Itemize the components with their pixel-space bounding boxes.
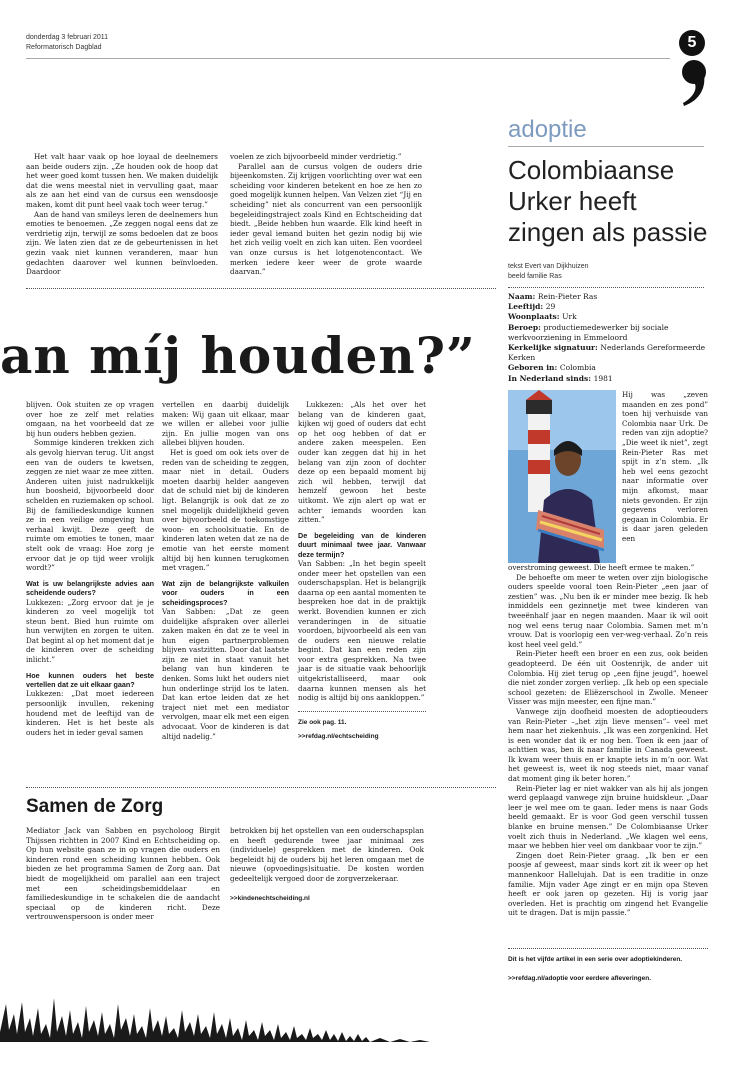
article-text-beside-photo xyxy=(622,390,708,544)
portrait-photo xyxy=(508,390,616,563)
interview-column-2 xyxy=(162,400,289,741)
fact-value: Rein-Pieter Ras xyxy=(537,292,598,301)
fact-row: In Nederland sinds: 1981 xyxy=(508,373,613,383)
fact-label: Geboren in xyxy=(508,363,555,373)
see-also-reference: Zie ook pag. 11. xyxy=(298,718,347,726)
publication-name: Reformatorisch Dagblad xyxy=(26,44,102,51)
fact-label: Leeftijd xyxy=(508,302,541,312)
headline-quote: an míj houden?” xyxy=(0,326,476,385)
byline-text: tekst Evert van Dijkhuizen xyxy=(508,263,589,270)
interview-answer: Van Sabben: „Dat ze geen duidelijke afspraken over allerlei zaken maken én dat ze te veel in hun eigen partnerproblemen blijven vastzitten. Door dat laatste zijn ze niet in staat vanuit het belang van hun kinderen te denken. Soms lukt het ouders niet hun onderlinge strijd los te laten. Dat kan ertoe leiden dat ze het traject niet met een mediator vervolgen, maar elk met een eigen advocaat. Voor de kinderen is dat altijd nadelig.” xyxy=(162,606,289,741)
interview-question: Hoe kunnen ouders het beste vertellen dat ze uit elkaar gaan? xyxy=(26,670,154,690)
section-rule xyxy=(508,146,704,147)
grass-decoration xyxy=(0,994,476,1042)
paragraph: De behoefte om meer te weten over zijn biologische ouders speelde vooral toen Rein-Pieter „een jaar of zestien” was. „Nu ben ik er minder mee bezig. Ik heb inmiddels een gezinnetje met twee kinderen van tweeënhalf jaar en negen maanden. Maar ik wil ooit nog wel eens terug naar Colombia. Samen met m’n vrouw. Dat is voorlopig een ver-weg-verhaal. Zo’n reis kost heel veel geld.” xyxy=(508,572,708,649)
paragraph: Vanwege zijn doofheid moesten de adoptieouders van Rein-Pieter –„het zijn lieve mensen”– veel met hem naar het ziekenhuis. „Ik was een zorgenkind. Het is een wonder dat ik er nog ben. Toen ik een jaar of achttien was, ben ik naar familie in Canada geweest. Ik kwam weer thuis en er knapte iets in m’n oor. Wat het geweest is, weet ik nog steeds niet, maar vanaf dat moment ging ik beter horen.” xyxy=(508,706,708,784)
article-headline: Colombiaanse Urker heeft zingen als passie xyxy=(508,155,708,247)
paragraph: Mediator Jack van Sabben en psycholoog Birgit Thijssen richtten in 2007 Kind en Echtscheiding op. Op hun website gaan ze in op vragen die ouders en kinderen rond een scheiding kunnen hebben. Ook bieden ze het programma Samen de Zorg aan. Dat biedt de mogelijkheid om parallel aan een traject met een scheidingsbemiddelaar en familiedeskundige in te schakelen die de aandacht speciaal op de kinderen richt. Deze vertrouwenspersoon is onder meer xyxy=(26,826,220,922)
fact-label: Beroep xyxy=(508,322,539,332)
comma-logo-icon xyxy=(676,58,712,108)
interview-question: Wat zijn de belangrijkste valkuilen voor ouders in een scheidingsproces? xyxy=(162,578,289,607)
page-number: 5 xyxy=(679,30,705,56)
fact-row: Beroep: productiemedewerker bij sociale werkvoorziening in Emmeloord xyxy=(508,322,669,342)
paragraph: Hij was „zeven maanden en zes pond” toen hij verhuisde van Colombia naar Urk. De reden van zijn adoptie? „Die weet ik niet”, zegt Rein-Pieter Ras met spijt in z’n stem. „Ik heb wel eens gezocht naar informatie over mijn afkomst, maar niets gevonden. Er zijn gegevens verloren gegaan in Colombia. Er is daar jaren geleden een xyxy=(622,390,708,543)
fact-row: Leeftijd: 29 xyxy=(508,302,556,312)
paragraph: voelen ze zich bijvoorbeeld minder verdrietig.” xyxy=(230,152,402,161)
fact-label: In Nederland sinds xyxy=(508,373,589,383)
interview-column-1 xyxy=(26,400,154,737)
echtscheiding-link[interactable]: >>refdag.nl/echtscheiding xyxy=(298,732,379,740)
fact-label: Woonplaats xyxy=(508,312,557,322)
box-title: Samen de Zorg xyxy=(26,796,164,817)
header-rule xyxy=(26,58,670,59)
adoptie-link[interactable]: >>refdag.nl/adoptie voor eerdere afleveringen. xyxy=(508,975,652,982)
fact-row: Geboren in: Colombia xyxy=(508,363,596,373)
interview-answer: Lukkezen: „Dat moet iedereen persoonlijk invullen, rekening houdend met de leeftijd van de kinderen. Het is het beste als ouders het in ieder geval samen xyxy=(26,689,154,737)
interview-answer: Van Sabben: „In het begin speelt onder meer het opstellen van een ouderschapsplan. Het is belangrijk daarna op een aantal momenten te bespreken hoe dat in de praktijk werkt. Bovendien kunnen er zich veranderingen in de situatie voordoen, bijvoorbeeld als een van de ouders een nieuwe relatie begint. Dat kan een reden zijn voor extra gesprekken. Na twee jaar is de situatie vaak behoorlijk uitgekristalliseerd, maar ook daarna kunnen mensen als het nodig is altijd bij ons aankloppen.” xyxy=(298,558,426,703)
kindenechtscheiding-link[interactable]: >>kindenechtscheiding.nl xyxy=(230,894,310,902)
top-article-column-1 xyxy=(26,152,218,277)
series-divider xyxy=(508,948,708,949)
paragraph: Rein-Pieter heeft een broer en een zus, ook beiden geadopteerd. De één uit Oostenrijk, de ander uit Colombia. Hij ziet terug op „een fijne jeugd”, hoewel die niet zonder zorgen verliep. „Ik heb op een speciale school gezeten: de Eliëzerschool in Zwolle. Meneer Visser was mijn meester, een fijne man.” xyxy=(508,649,708,707)
fact-label: Naam xyxy=(508,292,533,301)
fact-value: productiemedewerker bij sociale werkvoorziening in Emmeloord xyxy=(508,322,669,342)
paragraph: Het is goed om ook iets over de reden van de scheiding te zeggen, maar niet in detail. Ouders moeten daarbij helder aangeven dat de schuld niet bij de kinderen ligt. Belangrijk is ook dat ze zo snel mogelijk duidelijkheid geven over bijvoorbeeld de toekomstige woon- en schoolsituatie. En de kinderen laten weten dat ze na de emotie van het eerste moment altijd bij hen kunnen terugkomen met vragen.” xyxy=(162,447,289,573)
fact-value: Urk xyxy=(562,312,577,322)
paragraph: Aan de hand van smileys leren de deelnemers hun emoties te benoemen. „Ze zeggen nogal eens dat ze verdrietig zijn, terwijl ze soms bedoelen dat ze boos zijn. We laten zien dat ze de gebeurtenissen in het gezin vaak niet kunnen veranderen, maar hun gedachten daarover wel kunnen beïnvloeden. Daardoor xyxy=(26,209,218,277)
paragraph: Zingen doet Rein-Pieter graag. „Ik ben er een poosje af geweest, maar sinds kort zit ik weer op het mannenkoor Hallelujah. Dat is een traditie in onze familie. Mijn vader Age zingt er en mijn opa Steven heeft er ook jaren op gezeten. Hij is vorig jaar overleden. Het is prachtig om zingend het Evangelie uit te dragen. Dat is mijn passie.” xyxy=(508,850,708,918)
fact-value: 1981 xyxy=(593,373,613,383)
paragraph: Lukkezen: „Als het over het belang van de kinderen gaat, kijken wij goed of ouders dat echt op het oog hebben of dat er andere zaken meespelen. Een ouder kan zeggen dat hij in het belang van zijn zoon of dochter deze op een bepaald moment bij zich wil hebben, terwijl dat hemzelf gewoon het beste uitkomt. We zijn alert op wat er achter iemands woorden kan zitten.” xyxy=(298,400,426,525)
paragraph: Het valt haar vaak op hoe loyaal de deelnemers aan beide ouders zijn. „Ze houden ook de hoop dat het weer goed komt tussen hen. We maken duidelijk dat die wens meestal niet in vervulling gaat, maar als ze aan het eind van de cursus een wensdoosje maken, komt dit punt heel vaak toch weer terug.” xyxy=(26,152,218,209)
issue-date: donderdag 3 februari 2011 xyxy=(26,34,108,41)
column-divider xyxy=(298,711,426,712)
series-note: Dit is het vijfde artikel in een serie over adoptiekinderen. xyxy=(508,956,683,963)
section-label: adoptie xyxy=(508,116,587,143)
fact-row: Woonplaats: Urk xyxy=(508,312,577,322)
box-column-2 xyxy=(230,826,424,903)
section-divider xyxy=(26,288,496,289)
fact-sheet xyxy=(508,292,713,384)
fact-value: 29 xyxy=(545,302,556,312)
fact-label: Kerkelijke signatuur xyxy=(508,343,595,353)
byline-photo: beeld familie Ras xyxy=(508,273,562,280)
fact-row: Naam: Rein-Pieter Ras xyxy=(508,292,598,301)
interview-column-3 xyxy=(298,400,426,741)
paragraph: Parallel aan de cursus volgen de ouders drie bijeenkomsten. Zij krijgen voorlichting over wat een scheiding voor kinderen betekent en hoe ze hen zo goed mogelijk kunnen helpen. Van Velzen ziet “Jij en scheiding” niet als concurrent van een persoonlijk begeleidingstraject zoals Kind en Echtscheiding dat biedt. „Beide hebben hun waarde. Elk kind heeft in ieder geval iemand buiten het gezin nodig bij wie het zich veilig voelt en zich kan uiten. Een voordeel van onze cursus is het lotgenotencontact. We merken iedere keer weer de grote waarde daarvan.” xyxy=(230,161,422,277)
paragraph: overstroming geweest. Die heeft ermee te maken.” xyxy=(508,563,695,572)
fact-value: Colombia xyxy=(559,363,596,373)
fact-value: Nederlands Gereformeerde Kerken xyxy=(508,343,706,363)
paragraph: Rein-Pieter lag er niet wakker van als hij als jongen werd geplaagd vanwege zijn bruine huidskleur. „Daar leer je wel mee om te gaan. Ieder mens is naar Gods beeld gemaakt. Er is voor God geen verschil tussen blanke en bruine mensen.” De Colombiaanse Urker voelt zich thuis in Nederland. „We klagen wel eens, maar we hebben hier veel om dankbaar voor te zijn.” xyxy=(508,783,708,851)
facts-divider xyxy=(508,287,704,288)
interview-question: De begeleiding van de kinderen duurt minimaal twee jaar. Vanwaar deze termijn? xyxy=(298,530,426,559)
box-column-1 xyxy=(26,826,220,922)
interview-answer: Lukkezen: „Zorg ervoor dat je je kinderen zo veel mogelijk tot steun bent. Bied hun ruimte om hun verwijten en zorgen te uiten. Dat begint al op het moment dat je de kinderen over de scheiding inlicht.” xyxy=(26,597,154,665)
box-top-rule xyxy=(26,787,496,788)
interview-question: Wat is uw belangrijkste advies aan scheidende ouders? xyxy=(26,578,154,598)
article-body xyxy=(508,563,708,918)
paragraph: Sommige kinderen trekken zich als gevolg hiervan terug. Uit angst een van de ouders te kwetsen, zeggen ze niet waar ze mee zitten. Anderen uiten juist nadrukkelijk hun boosheid, bijvoorbeeld door schelden en ruziemaken op school. Bij de familiedeskundige kunnen ze in een veilige omgeving hun verhaal kwijt. Deze geeft de ruimte om emoties te tonen, maar stelt ook de vraag: Hoe zorg je ervoor dat je op tijd weer vrolijk wordt?” xyxy=(26,438,154,573)
paragraph: vertellen en daarbij duidelijk maken: Wij gaan uit elkaar, maar we willen er allebei voor jullie zijn. En jullie mogen van ons allebei blijven houden. xyxy=(162,400,289,448)
fact-row: Kerkelijke signatuur: Nederlands Gereformeerde Kerken xyxy=(508,343,706,363)
paragraph: blijven. Ook stuiten ze op vragen over hoe ze zelf met relaties omgaan, na het voorbeeld dat ze bij hun ouders hebben gezien. xyxy=(26,400,154,438)
top-article-column-2 xyxy=(230,152,422,277)
paragraph: betrokken bij het opstellen van een ouderschapsplan en heeft gedurende twee jaar minimaal zes (individuele) gesprekken met de kinderen. Ook begeleidt hij de ouders bij het leren omgaan met de nieuwe (opvoedings)situatie. De kosten worden gedeeltelijk vergoed door de zorgverzekeraar. xyxy=(230,826,424,883)
